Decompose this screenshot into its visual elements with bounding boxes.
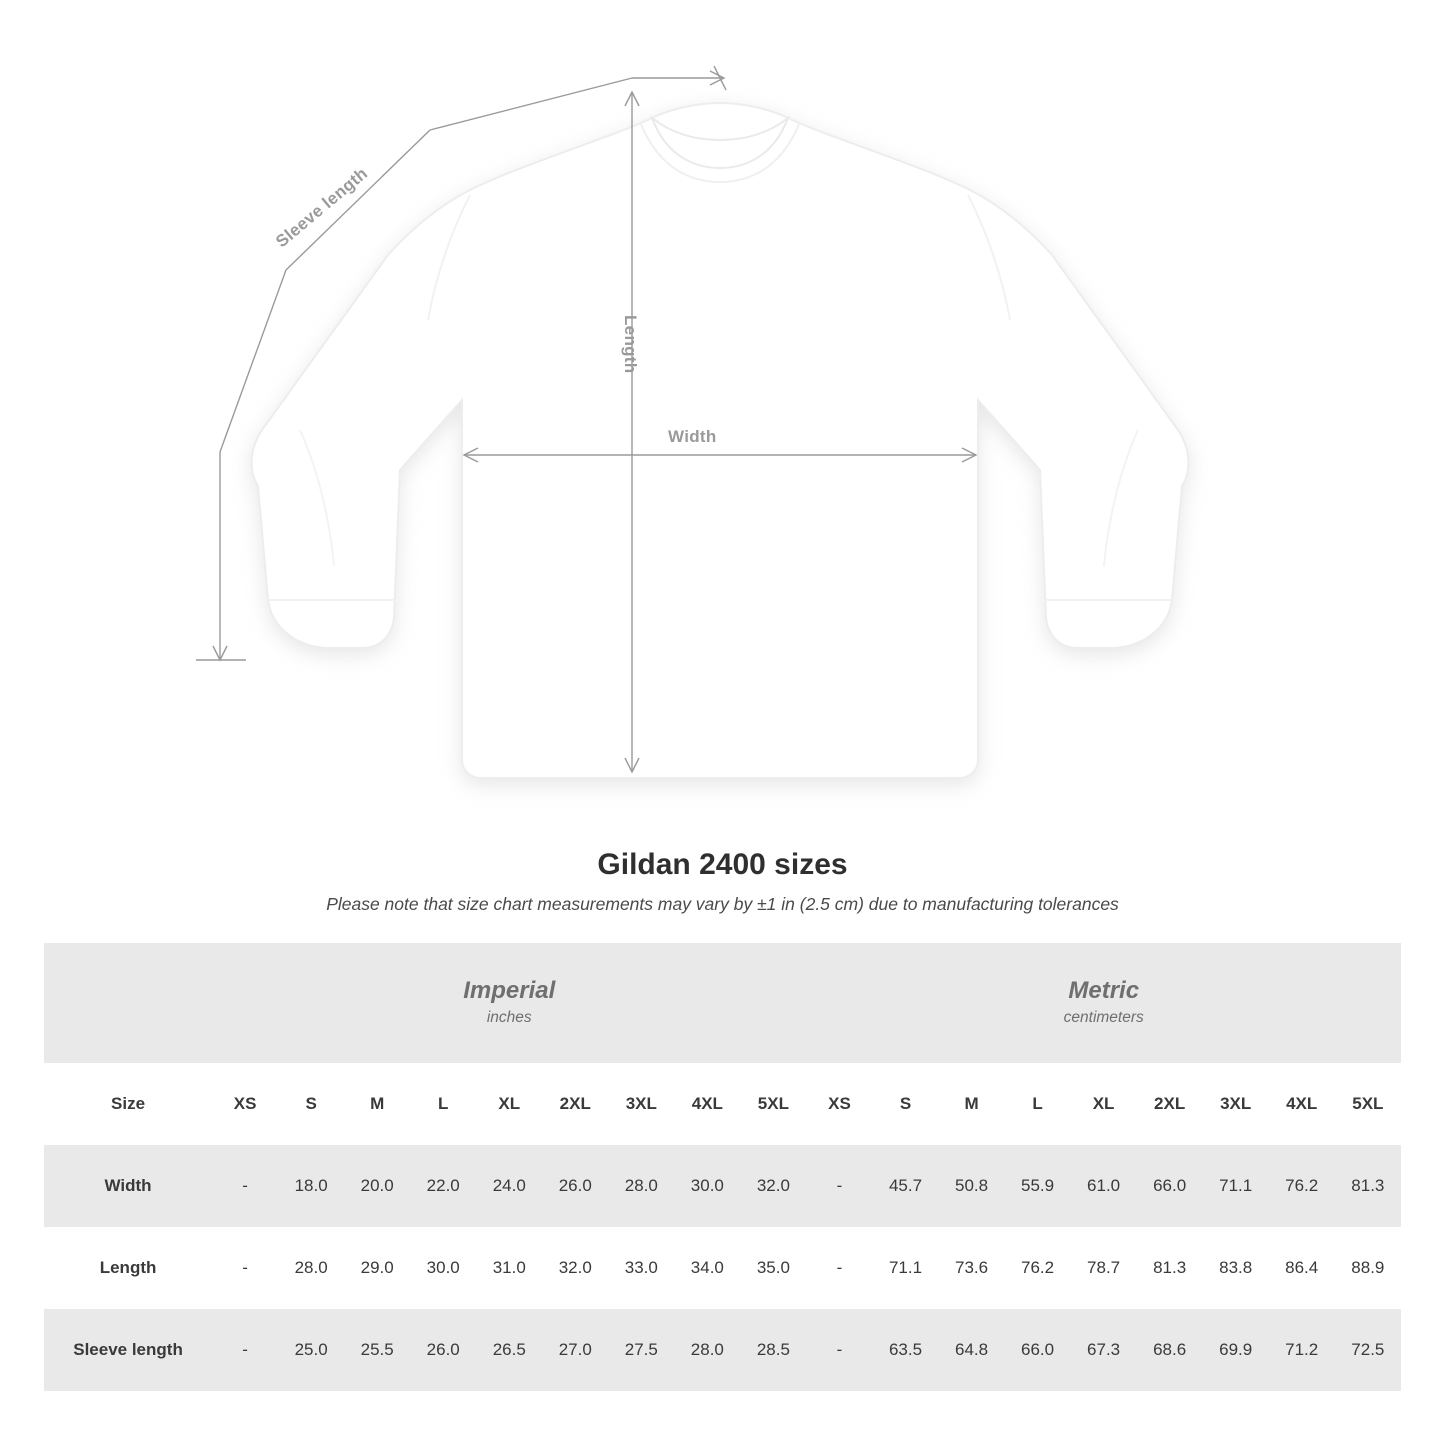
cell-length-imperial-5xl: 35.0 (740, 1227, 806, 1309)
table-row (44, 1145, 1401, 1227)
size-header-imperial-s: S (278, 1063, 344, 1145)
size-header-imperial-2xl: 2XL (542, 1063, 608, 1145)
cell-length-metric-xs: - (806, 1227, 872, 1309)
cell-length-imperial-3xl: 33.0 (608, 1227, 674, 1309)
cell-length-imperial-l: 30.0 (410, 1227, 476, 1309)
cell-width-imperial-m: 20.0 (344, 1145, 410, 1227)
cell-width-imperial-xl: 24.0 (476, 1145, 542, 1227)
title-block (0, 848, 1445, 915)
size-header-metric-l: L (1005, 1063, 1071, 1145)
unit-group-imperial-subtitle: inches (486, 1008, 532, 1026)
cell-sleeve-imperial-4xl: 28.0 (674, 1309, 740, 1391)
size-header-metric-3xl: 3XL (1203, 1063, 1269, 1145)
size-header-imperial-l: L (410, 1063, 476, 1145)
cell-sleeve-metric-2xl: 68.6 (1137, 1309, 1203, 1391)
size-header-metric-xl: XL (1071, 1063, 1137, 1145)
unit-header-spacer (44, 943, 212, 1063)
cell-width-imperial-l: 22.0 (410, 1145, 476, 1227)
cell-sleeve-imperial-s: 25.0 (278, 1309, 344, 1391)
cell-length-metric-2xl: 81.3 (1137, 1227, 1203, 1309)
cell-length-metric-s: 71.1 (872, 1227, 938, 1309)
unit-group-imperial-title: Imperial (463, 976, 556, 1004)
cell-sleeve-imperial-3xl: 27.5 (608, 1309, 674, 1391)
cell-length-imperial-xl: 31.0 (476, 1227, 542, 1309)
row-label-length: Length (44, 1227, 212, 1309)
length-dimension-label: Length (621, 315, 640, 374)
size-header-imperial-4xl: 4XL (674, 1063, 740, 1145)
cell-length-imperial-m: 29.0 (344, 1227, 410, 1309)
cell-sleeve-imperial-5xl: 28.5 (740, 1309, 806, 1391)
cell-sleeve-imperial-m: 25.5 (344, 1309, 410, 1391)
size-header-metric-xs: XS (806, 1063, 872, 1145)
table-row (44, 1227, 1401, 1309)
cell-width-metric-xs: - (806, 1145, 872, 1227)
row-label-sleeve-length: Sleeve length (44, 1309, 212, 1391)
unit-group-metric-subtitle: centimeters (1063, 1008, 1144, 1026)
cell-width-metric-5xl: 81.3 (1335, 1145, 1401, 1227)
cell-width-metric-l: 55.9 (1005, 1145, 1071, 1227)
cell-sleeve-metric-3xl: 69.9 (1203, 1309, 1269, 1391)
cell-width-imperial-3xl: 28.0 (608, 1145, 674, 1227)
cell-length-imperial-2xl: 32.0 (542, 1227, 608, 1309)
cell-sleeve-metric-xs: - (806, 1309, 872, 1391)
cell-length-metric-3xl: 83.8 (1203, 1227, 1269, 1309)
cell-sleeve-metric-m: 64.8 (939, 1309, 1005, 1391)
cell-width-metric-s: 45.7 (872, 1145, 938, 1227)
cell-length-imperial-4xl: 34.0 (674, 1227, 740, 1309)
cell-sleeve-imperial-2xl: 27.0 (542, 1309, 608, 1391)
cell-width-metric-xl: 61.0 (1071, 1145, 1137, 1227)
unit-group-imperial (212, 943, 806, 1063)
cell-sleeve-metric-s: 63.5 (872, 1309, 938, 1391)
cell-sleeve-imperial-l: 26.0 (410, 1309, 476, 1391)
cell-length-metric-xl: 78.7 (1071, 1227, 1137, 1309)
shirt-shape (252, 103, 1189, 778)
row-label-width: Width (44, 1145, 212, 1227)
cell-length-imperial-s: 28.0 (278, 1227, 344, 1309)
cell-sleeve-metric-xl: 67.3 (1071, 1309, 1137, 1391)
cell-sleeve-imperial-xl: 26.5 (476, 1309, 542, 1391)
size-table-wrap (0, 943, 1445, 1391)
size-header-metric-m: M (939, 1063, 1005, 1145)
cell-length-metric-l: 76.2 (1005, 1227, 1071, 1309)
cell-width-metric-2xl: 66.0 (1137, 1145, 1203, 1227)
size-corner-label: Size (44, 1063, 212, 1145)
unit-group-metric (806, 943, 1401, 1063)
size-header-imperial-xl: XL (476, 1063, 542, 1145)
size-header-imperial-5xl: 5XL (740, 1063, 806, 1145)
cell-sleeve-imperial-xs: - (212, 1309, 278, 1391)
cell-width-metric-4xl: 76.2 (1269, 1145, 1335, 1227)
size-header-metric-5xl: 5XL (1335, 1063, 1401, 1145)
cell-length-metric-5xl: 88.9 (1335, 1227, 1401, 1309)
cell-width-imperial-2xl: 26.0 (542, 1145, 608, 1227)
cell-sleeve-metric-l: 66.0 (1005, 1309, 1071, 1391)
cell-sleeve-metric-4xl: 71.2 (1269, 1309, 1335, 1391)
cell-width-metric-3xl: 71.1 (1203, 1145, 1269, 1227)
size-header-imperial-xs: XS (212, 1063, 278, 1145)
size-table (44, 943, 1401, 1391)
cell-width-metric-m: 50.8 (939, 1145, 1005, 1227)
cell-width-imperial-5xl: 32.0 (740, 1145, 806, 1227)
tolerance-note: Please note that size chart measurements may vary by ±1 in (2.5 cm) due to manufacturing tolerances (326, 894, 1119, 914)
size-header-metric-s: S (872, 1063, 938, 1145)
cell-length-metric-4xl: 86.4 (1269, 1227, 1335, 1309)
cell-sleeve-metric-5xl: 72.5 (1335, 1309, 1401, 1391)
page-title: Gildan 2400 sizes (597, 848, 848, 881)
sleeve-length-dimension-label: Sleeve length (272, 163, 372, 252)
size-header-metric-2xl: 2XL (1137, 1063, 1203, 1145)
cell-width-imperial-xs: - (212, 1145, 278, 1227)
width-dimension-label: Width (668, 427, 717, 446)
size-header-imperial-m: M (344, 1063, 410, 1145)
cell-width-imperial-s: 18.0 (278, 1145, 344, 1227)
unit-group-metric-title: Metric (1068, 976, 1140, 1004)
cell-length-imperial-xs: - (212, 1227, 278, 1309)
cell-length-metric-m: 73.6 (939, 1227, 1005, 1309)
cell-width-imperial-4xl: 30.0 (674, 1145, 740, 1227)
size-header-row (44, 1063, 1401, 1145)
size-header-imperial-3xl: 3XL (608, 1063, 674, 1145)
size-header-metric-4xl: 4XL (1269, 1063, 1335, 1145)
unit-header-row (44, 943, 1401, 1063)
table-row (44, 1309, 1401, 1391)
